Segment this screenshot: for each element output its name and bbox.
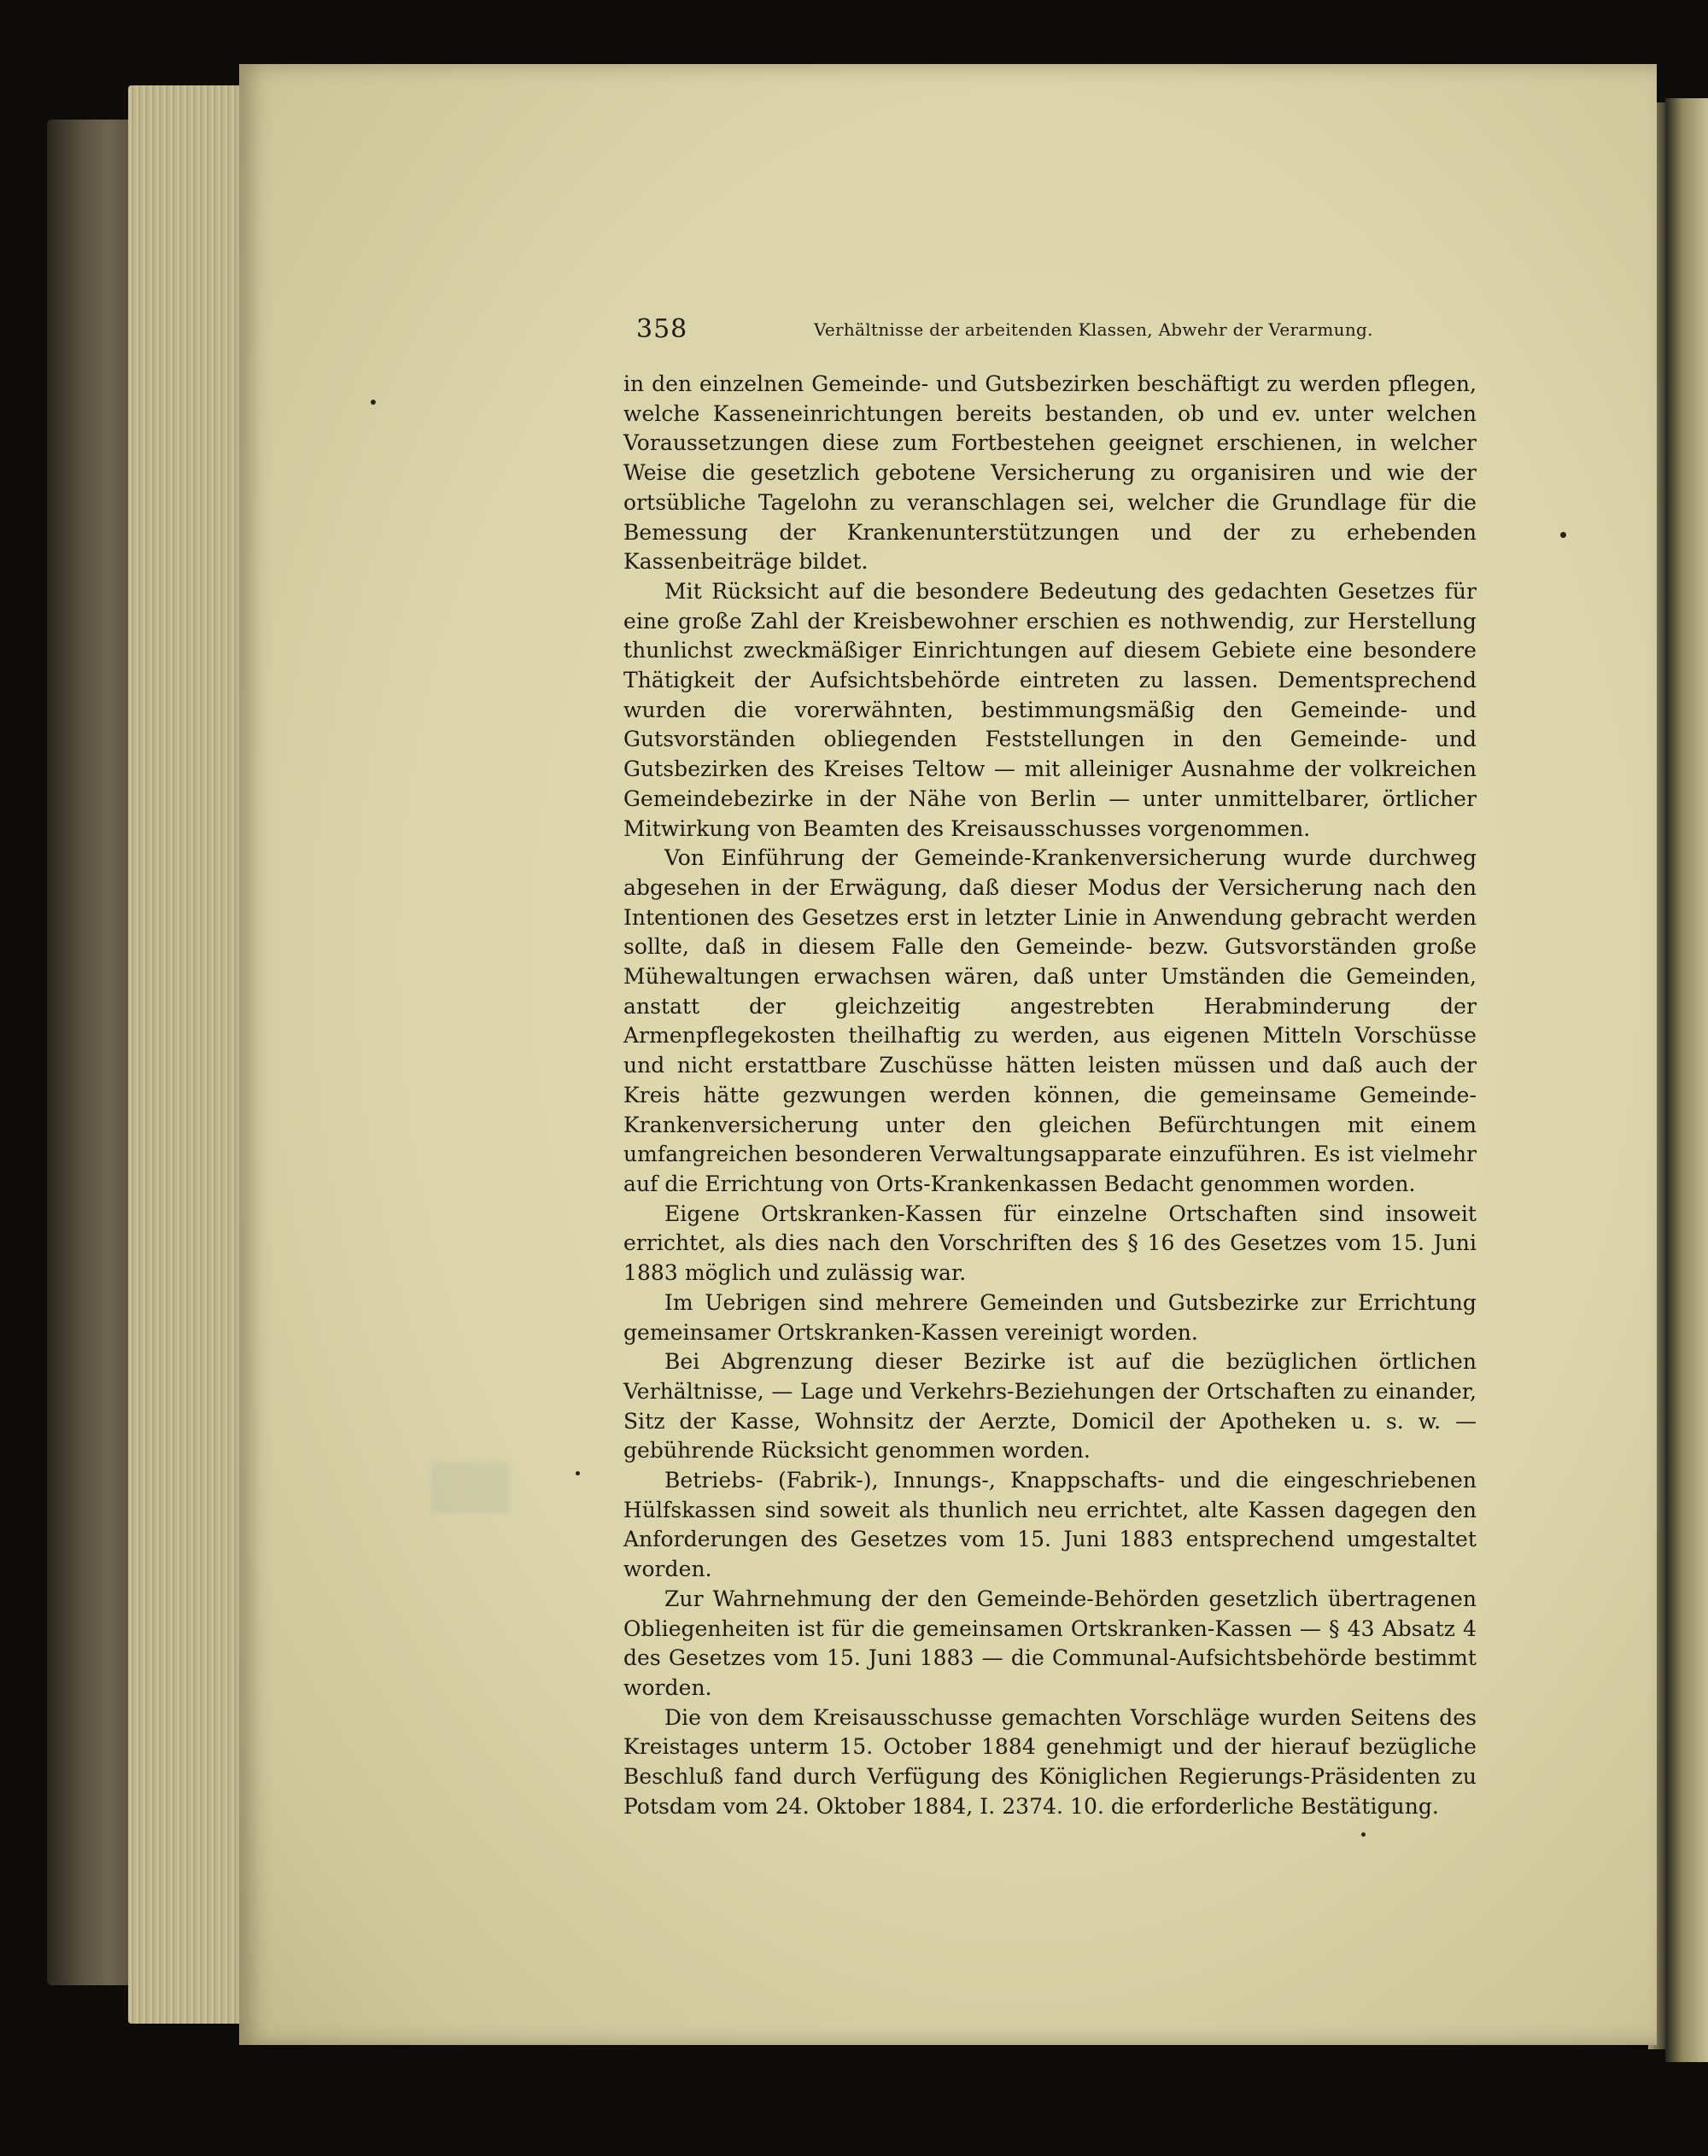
paragraph: in den einzelnen Gemeinde- und Gutsbezirken beschäftigt zu werden pflegen, welche Kasseneinrichtungen bereits bestanden, ob und ev. unter welchen Voraussetzungen diese zum Fortbestehen geeignet erschienen, in welcher Weise die gesetzlich gebotene Versicherung zu organisiren und wie der ortsübliche Tagelohn zu veranschlagen sei, welcher die Grundlage für die Bemessung der Krankenunterstützungen und der zu erhebenden Kassenbeiträge bildet. [623, 371, 1477, 575]
page-header [636, 314, 1373, 348]
paragraph: Bei Abgrenzung dieser Bezirke ist auf die bezüglichen örtlichen Verhältnisse, — Lage und Verkehrs-Beziehungen der Ortschaften zu einander, Sitz der Kasse, Wohnsitz der Aerzte, Domicil der Apotheken u. s. w. — gebührende Rücksicht genommen worden. [623, 1349, 1477, 1464]
facing-page-edge [1665, 98, 1708, 2062]
paragraph: Von Einführung der Gemeinde-Krankenversicherung wurde durchweg abgesehen in der Erwägung, daß dieser Modus der Versicherung nach den Intentionen des Gesetzes erst in letzter Linie in Anwendung gebracht werden sollte, daß in diesem Falle den Gemeinde- bezw. Gutsvorständen große Mühewaltungen erwachsen wären, daß unter Umständen die Gemeinden, anstatt der gleichzeitig angestrebten Herabminderung der Armenpflegekosten theilhaftig zu werden, aus eigenen Mitteln Vorschüsse und nicht erstattbare Zuschüsse hätten leisten müssen und daß auch der Kreis hätte gezwungen werden können, die gemeinsame Gemeinde-Krankenversicherung unter den gleichen Befürchtungen mit einem umfangreichen besonderen Verwaltungsapparate einzuführen. Es ist vielmehr auf die Errichtung von Orts-Krankenkassen Bedacht genommen worden. [623, 845, 1477, 1196]
running-head: Verhältnisse der arbeitenden Klassen, Abwehr der Verarmung. [814, 319, 1373, 340]
paragraph: Eigene Ortskranken-Kassen für einzelne Ortschaften sind insoweit errichtet, als dies nach den Vorschriften des § 16 des Gesetzes vom 15. Juni 1883 möglich und zulässig war. [623, 1201, 1477, 1286]
paper-speck [1361, 1832, 1366, 1837]
paragraph: Zur Wahrnehmung der den Gemeinde-Behörden gesetzlich übertragenen Obliegenheiten ist für die gemeinsamen Ortskranken-Kassen — § 43 Absatz 4 des Gesetzes vom 15. Juni 1883 — die Communal-Aufsichtsbehörde bestimmt worden. [623, 1586, 1477, 1700]
paper-speck [371, 400, 376, 405]
paragraph: Mit Rücksicht auf die besondere Bedeutung des gedachten Gesetzes für eine große Zahl der Kreisbewohner erschien es nothwendig, zur Herstellung thunlichst zweckmäßiger Einrichtungen auf diesem Gebiete eine besondere Thätigkeit der Aufsichtsbehörde eintreten zu lassen. Dementsprechend wurden die vorerwähnten, bestimmungsmäßig den Gemeinde- und Gutsvorständen obliegenden Feststellungen in den Gemeinde- und Gutsbezirken des Kreises Teltow — mit alleiniger Ausnahme der volkreichen Gemeindebezirke in der Nähe von Berlin — unter unmittelbarer, örtlicher Mitwirkung von Beamten des Kreisausschusses vorgenommen. [623, 578, 1477, 841]
paragraph: Die von dem Kreisausschusse gemachten Vorschläge wurden Seitens des Kreistages unterm 15. October 1884 genehmigt und der hierauf bezügliche Beschluß fand durch Verfügung des Königlichen Regierungs-Präsidenten zu Potsdam vom 24. Oktober 1884, I. 2374. 10. die erforderliche Bestätigung. [623, 1704, 1477, 1819]
paper-speck [1560, 532, 1566, 538]
body-text [623, 370, 1477, 1821]
page-stack-edges [128, 85, 256, 2024]
paper-speck [576, 1471, 580, 1475]
bleed-through-stamp [431, 1462, 510, 1513]
paragraph: Im Uebrigen sind mehrere Gemeinden und Gutsbezirke zur Errichtung gemeinsamer Ortskranken-Kassen vereinigt worden. [623, 1289, 1477, 1345]
page-number: 358 [636, 314, 688, 344]
paragraph: Betriebs- (Fabrik-), Innungs-, Knappschafts- und die eingeschriebenen Hülfskassen sind soweit als thunlich neu errichtet, alte Kassen dagegen den Anforderungen des Gesetzes vom 15. Juni 1883 entsprechend umgestaltet worden. [623, 1468, 1477, 1582]
